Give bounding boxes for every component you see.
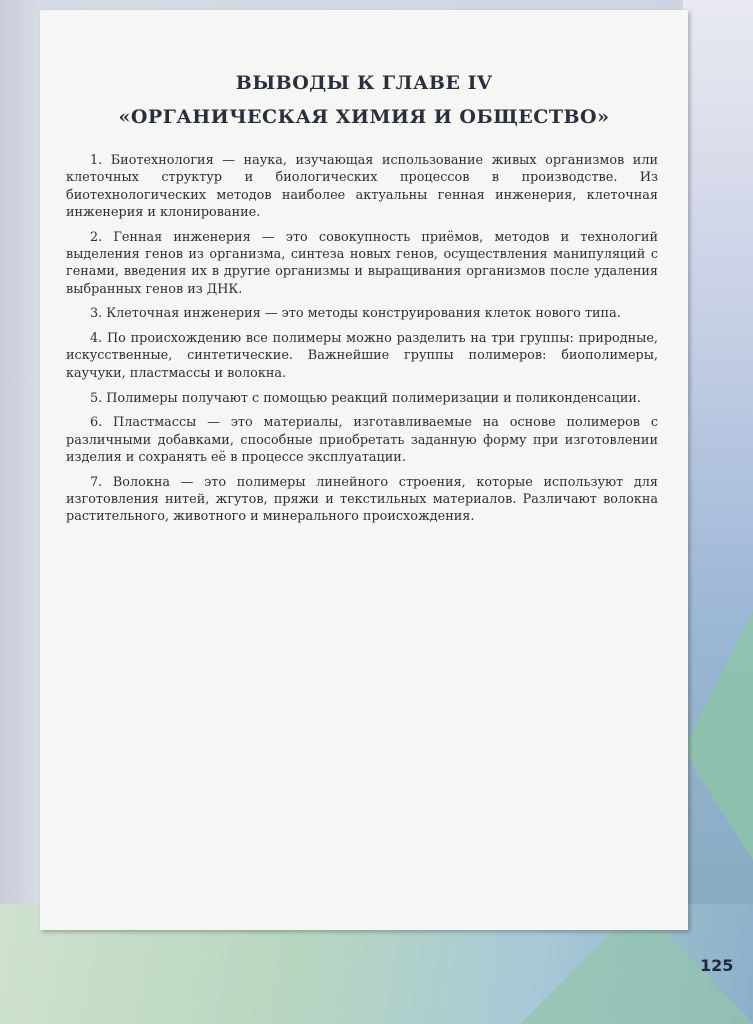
chapter-summary-subtitle: «ОРГАНИЧЕСКАЯ ХИМИЯ И ОБЩЕСТВО» — [118, 106, 610, 128]
background-right-strip — [683, 0, 753, 1024]
summary-item-1: 1. Биотехнология — наука, изучающая использование живых организмов или клеточных структур и биологических процессов в производстве. Из биотехнологических методов наиболее актуальны генная инженерия, клеточная инженерия и клонирование. — [66, 153, 658, 220]
summary-item-2: 2. Генная инженерия — это совокупность приёмов, методов и технологий выделения генов из организма, синтеза новых генов, осуществления манипуляций с генами, введения их в другие организмы и выращивания организмов после удаления выбранных генов из ДНК. — [66, 229, 658, 297]
background-green-shape — [683, 610, 753, 860]
summary-item-6: 6. Пластмассы — это материалы, изготавливаемые на основе полимеров с различными добавками, способные приобретать заданную форму при изготовлении изделия и сохранять её в процессе эксплуатации. — [66, 415, 658, 465]
background-left-strip — [0, 0, 40, 1024]
summary-item-3: 3. Клеточная инженерия — это методы конструирования клеток нового типа. — [90, 306, 621, 322]
summary-list — [66, 152, 658, 533]
page-number: 125 — [700, 956, 734, 975]
summary-item-7: 7. Волокна — это полимеры линейного строения, которые используют для изготовления нитей, жгутов, пряжи и текстильных материалов. Различают волокна растительного, животного и минерального происхождения. — [66, 474, 658, 525]
summary-item-5: 5. Полимеры получают с помощью реакций полимеризации и поликонденсации. — [90, 390, 641, 406]
chapter-summary-title: ВЫВОДЫ К ГЛАВЕ IV — [235, 72, 493, 94]
summary-item-4: 4. По происхождению все полимеры можно разделить на три группы: природные, искусственные, синтетические. Важнейшие группы полимеров: биополимеры, каучуки, пластмассы и волокна. — [66, 331, 658, 381]
book-page — [40, 10, 688, 930]
